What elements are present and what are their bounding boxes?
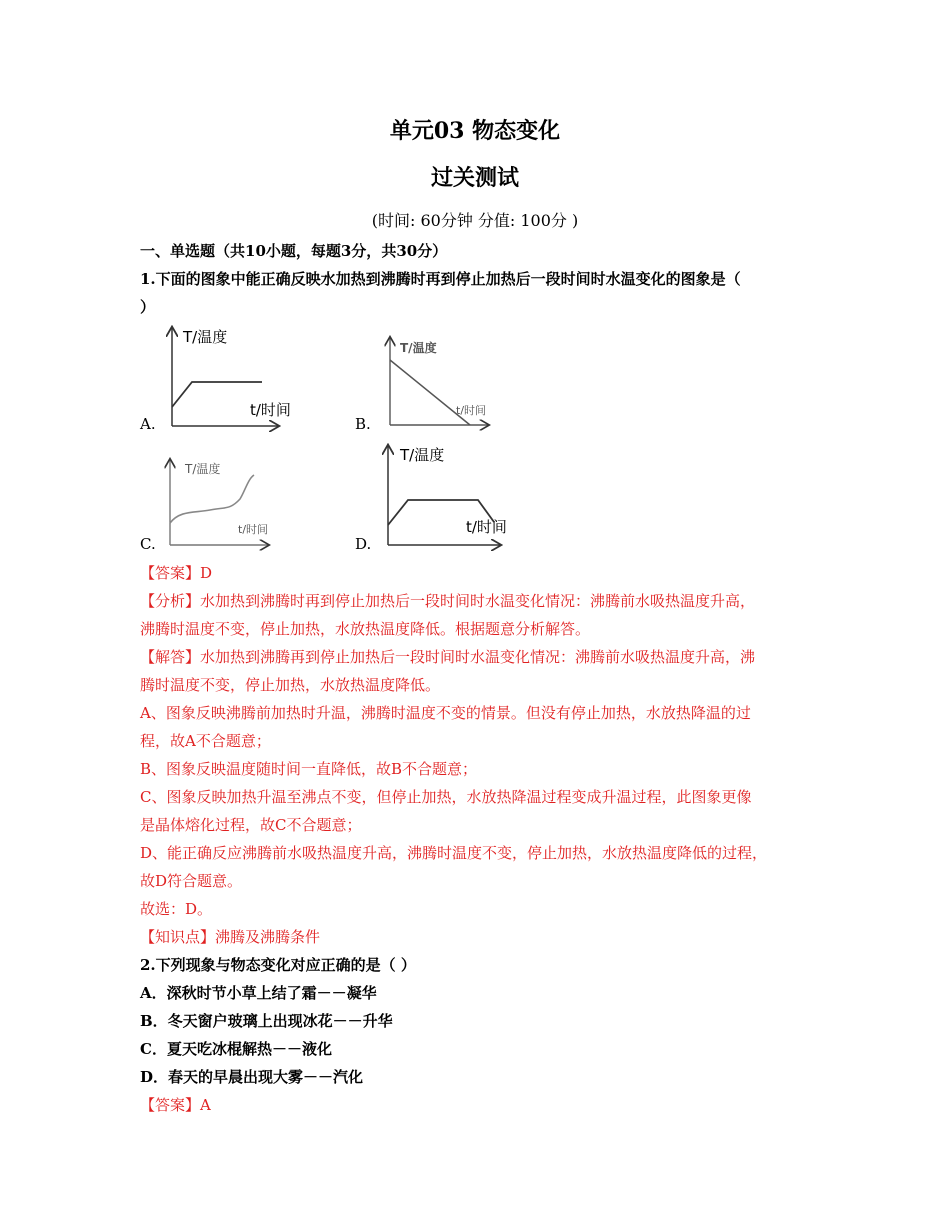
graph-c-curve — [170, 475, 254, 523]
q1-option-c-line1: C、图象反映加热升温至沸点不变，但停止加热，水放热降温过程变成升温过程，此图象更像 — [140, 788, 752, 806]
q1-option-a-line2: 程，故A不合题意； — [140, 732, 271, 750]
q1-answer: 【答案】D — [140, 564, 213, 582]
q1-option-c-line2: 是晶体熔化过程，故C不合题意； — [140, 816, 362, 834]
q1-analysis-line2: 沸腾时温度不变，停止加热，水放热温度降低。根据题意分析解答。 — [140, 620, 591, 638]
time-score-info: (时间: 60分钟 分值: 100分 ) — [371, 211, 579, 230]
graph-b-label: B. — [355, 415, 371, 433]
q1-solution-line1: 【解答】水加热到沸腾再到停止加热后一段时间时水温变化情况：沸腾前水吸热温度升高，沸 — [140, 648, 756, 666]
graph-a — [150, 320, 300, 435]
graph-a-x-label: t/时间 — [250, 401, 291, 419]
q1-option-d-line1: D、能正确反应沸腾前水吸热温度升高，沸腾时温度不变，停止加热，水放热温度降低的过程， — [140, 844, 768, 862]
question-2-option-b: B．冬天窗户玻璃上出现冰花－－升华 — [140, 1012, 393, 1030]
question-1-stem-cont: ） — [140, 298, 156, 316]
graph-d-x-label: t/时间 — [466, 518, 507, 536]
graph-b-y-label: T/温度 — [400, 341, 437, 355]
graph-b — [370, 330, 500, 435]
graph-b-x-label: t/时间 — [456, 404, 487, 417]
graph-c-y-label: T/温度 — [185, 462, 221, 476]
q2-answer: 【答案】A — [140, 1096, 211, 1114]
graph-d-label: D. — [355, 535, 372, 553]
graph-a-label: A. — [140, 415, 156, 433]
graph-a-curve — [172, 382, 262, 407]
question-2-option-c: C．夏天吃冰棍解热－－液化 — [140, 1040, 332, 1058]
question-1-stem: 1.下面的图象中能正确反映水加热到沸腾时再到停止加热后一段时间时水温变化的图象是（ — [140, 270, 741, 288]
q1-option-b-line1: B、图象反映温度随时间一直降低，故B不合题意； — [140, 760, 478, 778]
graph-c-label: C. — [140, 535, 156, 553]
document-subtitle: 过关测试 — [430, 165, 519, 191]
q1-option-d-line2: 故D符合题意。 — [140, 872, 243, 890]
graph-c-x-label: t/时间 — [238, 523, 269, 536]
graph-a-y-label: T/温度 — [183, 328, 228, 346]
question-2-option-d: D．春天的早晨出现大雾－－汽化 — [140, 1068, 364, 1086]
q1-analysis-line1: 【分析】水加热到沸腾时再到停止加热后一段时间时水温变化情况：沸腾前水吸热温度升高， — [140, 592, 756, 610]
q1-choice: 故选：D。 — [140, 900, 213, 918]
q1-knowledge-point: 【知识点】沸腾及沸腾条件 — [140, 928, 321, 946]
graph-c — [150, 455, 275, 555]
q1-solution-line2: 腾时温度不变，停止加热，水放热温度降低。 — [140, 676, 441, 694]
q1-option-a-line1: A、图象反映沸腾前加热时升温，沸腾时温度不变的情景。但没有停止加热，水放热降温的过 — [140, 704, 751, 722]
document-title: 单元03 物态变化 — [389, 118, 561, 144]
graph-d-y-label: T/温度 — [400, 446, 445, 464]
question-2-stem: 2.下列现象与物态变化对应正确的是（ ） — [140, 956, 416, 974]
graph-d — [370, 440, 515, 555]
section-heading: 一、单选题（共10小题，每题3分，共30分） — [140, 242, 448, 260]
question-2-option-a: A．深秋时节小草上结了霜－－凝华 — [140, 984, 377, 1002]
